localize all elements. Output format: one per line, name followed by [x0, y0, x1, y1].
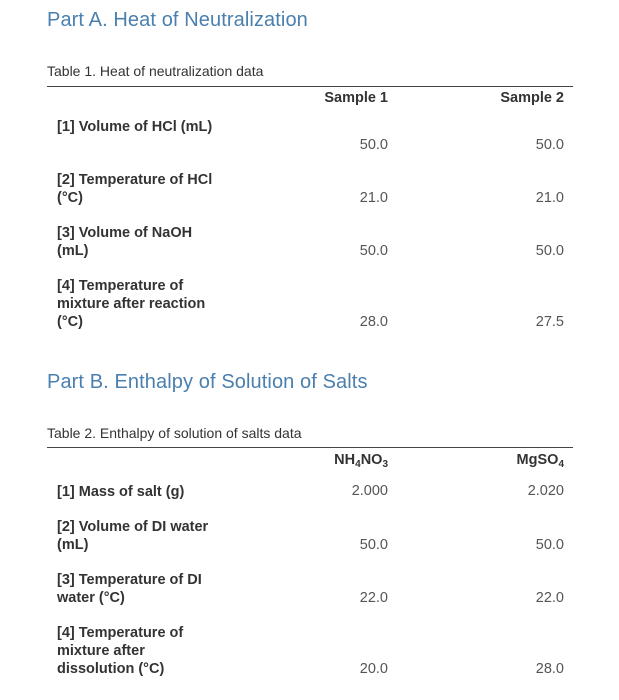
table-1-cell: 50.0	[535, 137, 564, 153]
table-1-cell: 28.0	[359, 314, 388, 330]
table-2-cell: 50.0	[359, 537, 388, 553]
table-1-row-label: [4] Temperature of mixture after reaction (°C)	[57, 278, 206, 330]
table-2-cell: 50.0	[535, 537, 564, 553]
table-1-cell: 50.0	[359, 137, 388, 153]
table-1-header-sample-1: Sample 1	[324, 90, 388, 106]
table-2-cell: 22.0	[359, 590, 388, 606]
table-1-cell: 21.0	[359, 190, 388, 206]
part-b-title: Part B. Enthalpy of Solution of Salts	[47, 371, 368, 393]
table-2-row-label: [3] Temperature of DI water (°C)	[57, 572, 202, 606]
table-1-top-rule	[47, 86, 573, 87]
table-1-caption: Table 1. Heat of neutralization data	[47, 63, 264, 79]
table-2-row-label: [1] Mass of salt (g)	[57, 484, 185, 500]
table-1-cell: 27.5	[535, 314, 564, 330]
table-1-row-label: [3] Volume of NaOH (mL)	[57, 225, 193, 259]
part-a-title: Part A. Heat of Neutralization	[47, 9, 308, 31]
table-2-cell: 28.0	[535, 661, 564, 677]
table-2-cell: 2.020	[527, 483, 564, 499]
table-2-cell: 2.000	[351, 483, 388, 499]
table-2-row-label: [2] Volume of DI water (mL)	[57, 519, 209, 553]
table-1-row-label: [2] Temperature of HCl (°C)	[57, 172, 213, 206]
table-2-top-rule	[47, 447, 573, 448]
table-2-cell: 20.0	[359, 661, 388, 677]
table-2-header-mgso4: MgSO$_4$	[516, 452, 564, 470]
table-1-cell: 21.0	[535, 190, 564, 206]
table-1-header-sample-2: Sample 2	[500, 90, 564, 106]
table-2-row-label: [4] Temperature of mixture after dissolution (°C)	[57, 625, 184, 677]
table-1-row-label: [1] Volume of HCl (mL)	[57, 119, 213, 135]
table-2-header-nh4no3: $NH_4NO_3$	[334, 452, 388, 470]
table-2-caption: Table 2. Enthalpy of solution of salts data	[47, 425, 302, 441]
table-2-cell: 22.0	[535, 590, 564, 606]
table-1-cell: 50.0	[359, 243, 388, 259]
table-1-cell: 50.0	[535, 243, 564, 259]
